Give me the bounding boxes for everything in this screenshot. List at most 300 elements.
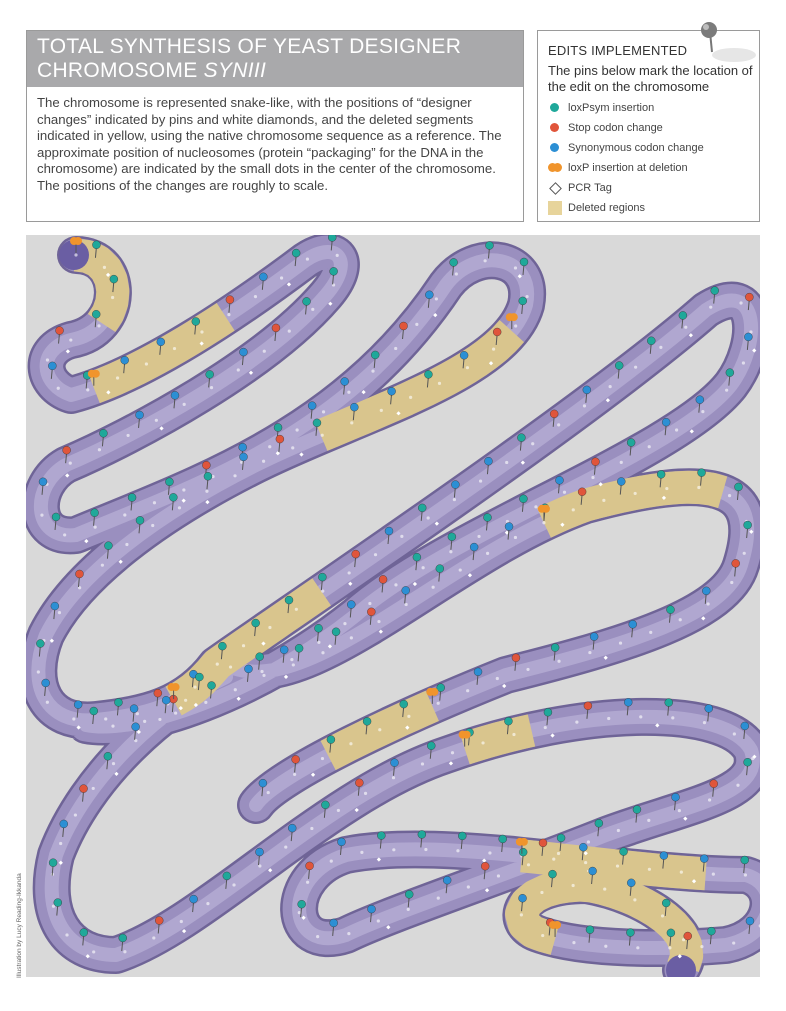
edit-pin-head <box>662 418 670 426</box>
edit-pin-head <box>154 689 162 697</box>
nucleosome-dot <box>242 644 245 647</box>
loxp-pin-head <box>520 838 528 846</box>
edit-pin-head <box>711 287 719 295</box>
edit-pin-head <box>666 606 674 614</box>
edit-pin-head <box>341 378 349 386</box>
nucleosome-dot <box>609 385 612 388</box>
edit-pin-head <box>400 322 408 330</box>
nucleosome-dot <box>435 297 438 300</box>
edit-pin-head <box>702 587 710 595</box>
edit-pin-head <box>136 516 144 524</box>
nucleosome-dot <box>364 792 367 795</box>
nucleosome-dot <box>349 742 352 745</box>
edit-pin-head <box>667 929 675 937</box>
edit-pin-head <box>620 848 628 856</box>
nucleosome-dot <box>648 445 651 448</box>
teal-pin-icon <box>548 101 562 115</box>
nucleosome-dot <box>337 809 340 812</box>
edit-pin-head <box>391 759 399 767</box>
nucleosome-dot <box>204 701 207 704</box>
edit-pin-head <box>626 929 634 937</box>
nucleosome-dot <box>234 688 237 691</box>
nucleosome-dot <box>481 741 484 744</box>
edit-pin-head <box>450 258 458 266</box>
edit-pin-head <box>350 403 358 411</box>
edit-pin-head <box>252 619 260 627</box>
edit-pin-head <box>332 628 340 636</box>
loxp-pin-head <box>553 921 561 929</box>
edit-pin-head <box>579 843 587 851</box>
nucleosome-dot <box>267 791 270 794</box>
nucleosome-dot <box>602 499 605 502</box>
edit-pin-head <box>578 488 586 496</box>
nucleosome-dot <box>103 266 106 269</box>
nucleosome-dot <box>730 581 733 584</box>
nucleosome-dot <box>486 552 489 555</box>
nucleosome-dot <box>284 845 287 848</box>
nucleosome-dot <box>143 720 146 723</box>
nucleosome-dot <box>438 382 441 385</box>
nucleosome-dot <box>232 883 235 886</box>
edit-pin-head <box>551 644 559 652</box>
loxp-pin-head <box>74 237 82 245</box>
nucleosome-dot <box>178 506 181 509</box>
edit-pin-head <box>80 785 88 793</box>
edit-pin-head <box>400 700 408 708</box>
nucleosome-dot <box>155 419 158 422</box>
edit-pin-head <box>39 478 47 486</box>
nucleosome-dot <box>520 913 523 916</box>
edit-pin-head <box>379 575 387 583</box>
nucleosome-dot <box>415 323 418 326</box>
edit-pin-head <box>726 369 734 377</box>
nucleosome-dot <box>288 330 291 333</box>
nucleosome-dot <box>69 462 72 465</box>
nucleosome-dot <box>437 702 440 705</box>
edit-pin-head <box>314 624 322 632</box>
edit-pin-head <box>54 899 62 907</box>
edit-pin-head <box>481 862 489 870</box>
nucleosome-dot <box>262 674 265 677</box>
edit-pin-head <box>51 602 59 610</box>
nucleosome-dot <box>620 461 623 464</box>
blue-pin-icon <box>548 141 562 155</box>
nucleosome-dot <box>330 860 333 863</box>
loxp-pin-head <box>172 683 180 691</box>
edit-pin-head <box>91 509 99 517</box>
edit-pin-head <box>36 640 44 648</box>
edit-pin-head <box>367 608 375 616</box>
nucleosome-dot <box>86 388 89 391</box>
edit-pin-head <box>162 696 170 704</box>
nucleosome-dot <box>712 873 715 876</box>
edit-pin-head <box>280 646 288 654</box>
nucleosome-dot <box>111 296 114 299</box>
nucleosome-dot <box>512 733 515 736</box>
edit-pin-head <box>226 296 234 304</box>
nucleosome-dot <box>541 934 544 937</box>
nucleosome-dot <box>295 608 298 611</box>
edit-pin-head <box>483 513 491 521</box>
nucleosome-dot <box>514 536 517 539</box>
nucleosome-dot <box>455 272 458 275</box>
nucleosome-dot <box>311 308 314 311</box>
nucleosome-dot <box>407 908 410 911</box>
nucleosome-dot <box>360 851 363 854</box>
nucleosome-dot <box>92 787 95 790</box>
nucleosome-dot <box>392 848 395 851</box>
edit-pin-head <box>306 862 314 870</box>
nucleosome-dot <box>424 848 427 851</box>
edit-pin-head <box>539 839 547 847</box>
edit-pin-head <box>313 419 321 427</box>
nucleosome-dot <box>588 651 591 654</box>
deleted-region-swatch <box>548 201 562 215</box>
edit-pin-head <box>402 586 410 594</box>
nucleosome-dot <box>348 571 351 574</box>
edit-pin-head <box>256 653 264 661</box>
edit-pin-head <box>460 351 468 359</box>
edit-pin-head <box>259 779 267 787</box>
edit-pin-head <box>377 832 385 840</box>
legend-label: PCR Tag <box>568 182 612 194</box>
edit-pin-head <box>206 370 214 378</box>
nucleosome-dot <box>69 338 72 341</box>
edit-pin-head <box>104 752 112 760</box>
legend-subtitle: The pins below mark the location of the edit on the chromosome <box>548 63 753 94</box>
edit-pin-head <box>627 879 635 887</box>
nucleosome-dot <box>477 535 480 538</box>
edit-pin-head <box>591 458 599 466</box>
nucleosome-dot <box>306 881 309 884</box>
edit-pin-head <box>627 439 635 447</box>
edit-pin-head <box>195 673 203 681</box>
edit-pin-head <box>657 470 665 478</box>
nucleosome-dot <box>263 350 266 353</box>
nucleosome-dot <box>174 711 177 714</box>
edit-pin-head <box>80 928 88 936</box>
edit-pin-head <box>741 722 749 730</box>
nucleosome-dot <box>467 885 470 888</box>
nucleosome-dot <box>322 410 325 413</box>
nucleosome-dot <box>63 533 66 536</box>
edit-pin-head <box>698 469 706 477</box>
nucleosome-dot <box>557 660 560 663</box>
nucleosome-dot <box>291 446 294 449</box>
nucleosome-dot <box>505 461 508 464</box>
edit-pin-head <box>136 411 144 419</box>
edit-pin-head <box>519 297 527 305</box>
edit-pin-head <box>330 267 338 275</box>
edit-pin-head <box>443 876 451 884</box>
edit-pin-head <box>660 852 668 860</box>
edit-pin-head <box>385 527 393 535</box>
edit-pin-head <box>318 573 326 581</box>
nucleosome-dot <box>409 396 412 399</box>
edit-pin-head <box>295 644 303 652</box>
edit-pin-head <box>292 755 300 763</box>
nucleosome-dot <box>572 941 575 944</box>
nucleosome-dot <box>205 490 208 493</box>
nucleosome-dot <box>153 501 156 504</box>
nucleosome-dot <box>619 641 622 644</box>
nucleosome-dot <box>684 326 687 329</box>
nucleosome-dot <box>254 295 257 298</box>
edit-pin-head <box>633 806 641 814</box>
edit-pin-head <box>672 793 680 801</box>
nucleosome-dot <box>540 891 543 894</box>
edit-pin-head <box>92 310 100 318</box>
edit-pin-head <box>259 273 267 281</box>
edit-pin-head <box>734 483 742 491</box>
description-text: The chromosome is represented snake-like, with the positions of “designer changes” indicated by pins and white diamonds, and the deleted segments indicated in yellow, using the native chromosome sequence as a reference. The approximate position of nucleosomes (protein “packaging” for the DNA in the chromosome) are indicated by the small dots in the center of the chromosome. The positions of the changes are roughly to scale. <box>37 95 502 193</box>
nucleosome-dot <box>37 670 40 673</box>
edit-pin-head <box>285 596 293 604</box>
nucleosome-dot <box>310 827 313 830</box>
nucleosome-dot <box>394 583 397 586</box>
nucleosome-dot <box>744 873 747 876</box>
edit-pin-head <box>371 351 379 359</box>
nucleosome-dot <box>400 535 403 538</box>
nucleosome-dot <box>708 798 711 801</box>
edit-pin-head <box>589 867 597 875</box>
edit-pin-head <box>239 348 247 356</box>
legend-item-loxpsym <box>548 100 654 116</box>
edit-pin-head <box>519 495 527 503</box>
nucleosome-dot <box>280 276 283 279</box>
nucleosome-dot <box>584 861 587 864</box>
nucleosome-dot <box>206 902 209 905</box>
edit-pin-head <box>493 328 501 336</box>
nucleosome-dot <box>563 491 566 494</box>
nucleosome-dot <box>466 689 469 692</box>
edit-pin-head <box>128 493 136 501</box>
edit-pin-head <box>74 701 82 709</box>
edit-pin-head <box>92 241 100 249</box>
nucleosome-dot <box>534 505 537 508</box>
legend-item-deleted-regions <box>548 200 645 216</box>
nucleosome-dot <box>58 611 61 614</box>
nucleosome-dot <box>347 391 350 394</box>
edit-pin-head <box>665 699 673 707</box>
edit-pin-head <box>451 481 459 489</box>
deleted-region <box>465 730 532 748</box>
edit-pin-head <box>519 848 527 856</box>
nucleosome-dot <box>183 403 186 406</box>
nucleosome-dot <box>111 725 114 728</box>
nucleosome-dot <box>736 784 739 787</box>
nucleosome-dot <box>583 404 586 407</box>
nucleosome-dot <box>742 361 745 364</box>
edit-pin-head <box>223 872 231 880</box>
nucleosome-dot <box>572 508 575 511</box>
nucleosome-dot <box>459 568 462 571</box>
edit-pin-head <box>424 370 432 378</box>
edit-pin-head <box>710 780 718 788</box>
edit-pin-head <box>595 819 603 827</box>
loxp-pin-head <box>92 370 100 378</box>
edit-pin-head <box>474 668 482 676</box>
nucleosome-dot <box>104 717 107 720</box>
nucleosome-dot <box>407 715 410 718</box>
nucleosome-dot <box>728 494 731 497</box>
edit-pin-head <box>629 620 637 628</box>
nucleosome-dot <box>46 358 49 361</box>
nucleosome-dot <box>260 670 263 673</box>
nucleosome-dot <box>492 348 495 351</box>
legend-panel <box>537 30 760 222</box>
nucleosome-dot <box>647 819 650 822</box>
edit-pin-head <box>512 654 520 662</box>
edit-pin-head <box>298 900 306 908</box>
edit-pin-head <box>368 905 376 913</box>
nucleosome-dot <box>227 313 230 316</box>
nucleosome-dot <box>72 717 75 720</box>
nucleosome-dot <box>380 409 383 412</box>
nucleosome-dot <box>634 366 637 369</box>
edit-pin-head <box>520 258 528 266</box>
nucleosome-dot <box>126 434 129 437</box>
edit-pin-head <box>499 835 507 843</box>
edit-pin-head <box>544 708 552 716</box>
nucleosome-dot <box>421 762 424 765</box>
nucleosome-dot <box>336 254 339 257</box>
edit-pin-head <box>308 402 316 410</box>
nucleosome-dot <box>193 685 196 688</box>
edit-pin-head <box>274 423 282 431</box>
edit-pin-head <box>517 434 525 442</box>
nucleosome-dot <box>497 874 500 877</box>
nucleosome-dot <box>343 622 346 625</box>
edit-pin-head <box>583 386 591 394</box>
nucleosome-dot <box>675 428 678 431</box>
nucleosome-dot <box>739 301 742 304</box>
edit-pin-head <box>624 698 632 706</box>
nucleosome-dot <box>125 543 128 546</box>
nucleosome-dot <box>636 946 639 949</box>
nucleosome-dot <box>394 347 397 350</box>
nucleosome-dot <box>152 936 155 939</box>
nucleosome-dot <box>466 366 469 369</box>
nucleosome-dot <box>145 362 148 365</box>
edit-pin-head <box>519 894 527 902</box>
nucleosome-dot <box>200 330 203 333</box>
nucleosome-dot <box>679 618 682 621</box>
nucleosome-dot <box>703 721 706 724</box>
nucleosome-dot <box>374 553 377 556</box>
pushpin-icon <box>690 19 760 69</box>
nucleosome-dot <box>371 370 374 373</box>
nucleosome-dot <box>321 757 324 760</box>
edit-pin-head <box>549 870 557 878</box>
edit-pin-head <box>330 919 338 927</box>
nucleosome-dot <box>184 699 187 702</box>
nucleosome-dot <box>98 448 101 451</box>
edit-pin-head <box>130 705 138 713</box>
edit-pin-head <box>405 890 413 898</box>
nucleosome-dot <box>449 550 452 553</box>
edit-pin-head <box>745 293 753 301</box>
nucleosome-dot <box>697 486 700 489</box>
legend-title: EDITS IMPLEMENTED <box>548 43 688 58</box>
title-line-1: TOTAL SYNTHESIS OF YEAST DESIGNER <box>37 35 462 58</box>
edit-pin-head <box>352 550 360 558</box>
title-prefix: CHROMOSOME <box>37 59 204 82</box>
nucleosome-dot <box>216 662 219 665</box>
nucleosome-dot <box>587 840 590 843</box>
edit-pin-head <box>484 457 492 465</box>
nucleosome-dot <box>392 776 395 779</box>
nucleosome-dot <box>709 306 712 309</box>
edit-pin-head <box>192 317 200 325</box>
nucleosome-dot <box>616 864 619 867</box>
edit-pin-head <box>590 633 598 641</box>
legend-label: Stop codon change <box>568 122 663 134</box>
nucleosome-dot <box>668 946 671 949</box>
legend-item-synonymous-codon <box>548 140 704 156</box>
nucleosome-dot <box>74 253 77 256</box>
edit-pin-head <box>555 476 563 484</box>
title-italic: SYNIII <box>203 59 267 82</box>
edit-pin-head <box>679 311 687 319</box>
title-panel <box>26 30 524 222</box>
legend-label: Synonymous codon change <box>568 142 704 154</box>
edit-pin-head <box>696 396 704 404</box>
loxp-pin-head <box>510 313 518 321</box>
orange-double-pin-icon <box>548 161 562 175</box>
nucleosome-dot <box>648 868 651 871</box>
nucleosome-dot <box>633 898 636 901</box>
nucleosome-dot <box>617 829 620 832</box>
nucleosome-dot <box>233 474 236 477</box>
edit-pin-head <box>256 848 264 856</box>
chromosome-diagram <box>26 235 760 977</box>
edit-pin-head <box>744 333 752 341</box>
nucleosome-dot <box>661 914 664 917</box>
nucleosome-dot <box>496 677 499 680</box>
nucleosome-dot <box>74 813 77 816</box>
deleted-region <box>522 856 706 874</box>
nucleosome-dot <box>316 935 319 938</box>
red-pin-icon <box>548 121 562 135</box>
edit-pin-head <box>557 834 565 842</box>
nucleosome-dot <box>321 434 324 437</box>
nucleosome-dot <box>368 602 371 605</box>
edit-pin-head <box>425 291 433 299</box>
edit-pin-head <box>155 916 163 924</box>
nucleosome-dot <box>552 858 555 861</box>
nucleosome-dot <box>671 716 674 719</box>
nucleosome-dot <box>743 552 746 555</box>
nucleosome-dot <box>158 718 161 721</box>
nucleosome-dot <box>456 849 459 852</box>
nucleosome-dot <box>377 620 380 623</box>
edit-pin-head <box>550 410 558 418</box>
edit-pin-head <box>104 542 112 550</box>
edit-pin-head <box>328 235 336 241</box>
diamond-icon <box>548 181 562 195</box>
nucleosome-dot <box>531 442 534 445</box>
legend-label: Deleted regions <box>568 202 646 214</box>
edit-pin-head <box>427 742 435 750</box>
edit-pin-head <box>114 698 122 706</box>
edit-pin-head <box>75 570 83 578</box>
nucleosome-dot <box>268 445 271 448</box>
edit-pin-head <box>647 337 655 345</box>
nucleosome-dot <box>292 663 295 666</box>
edit-pin-head <box>63 446 71 454</box>
nucleosome-dot <box>701 410 704 413</box>
